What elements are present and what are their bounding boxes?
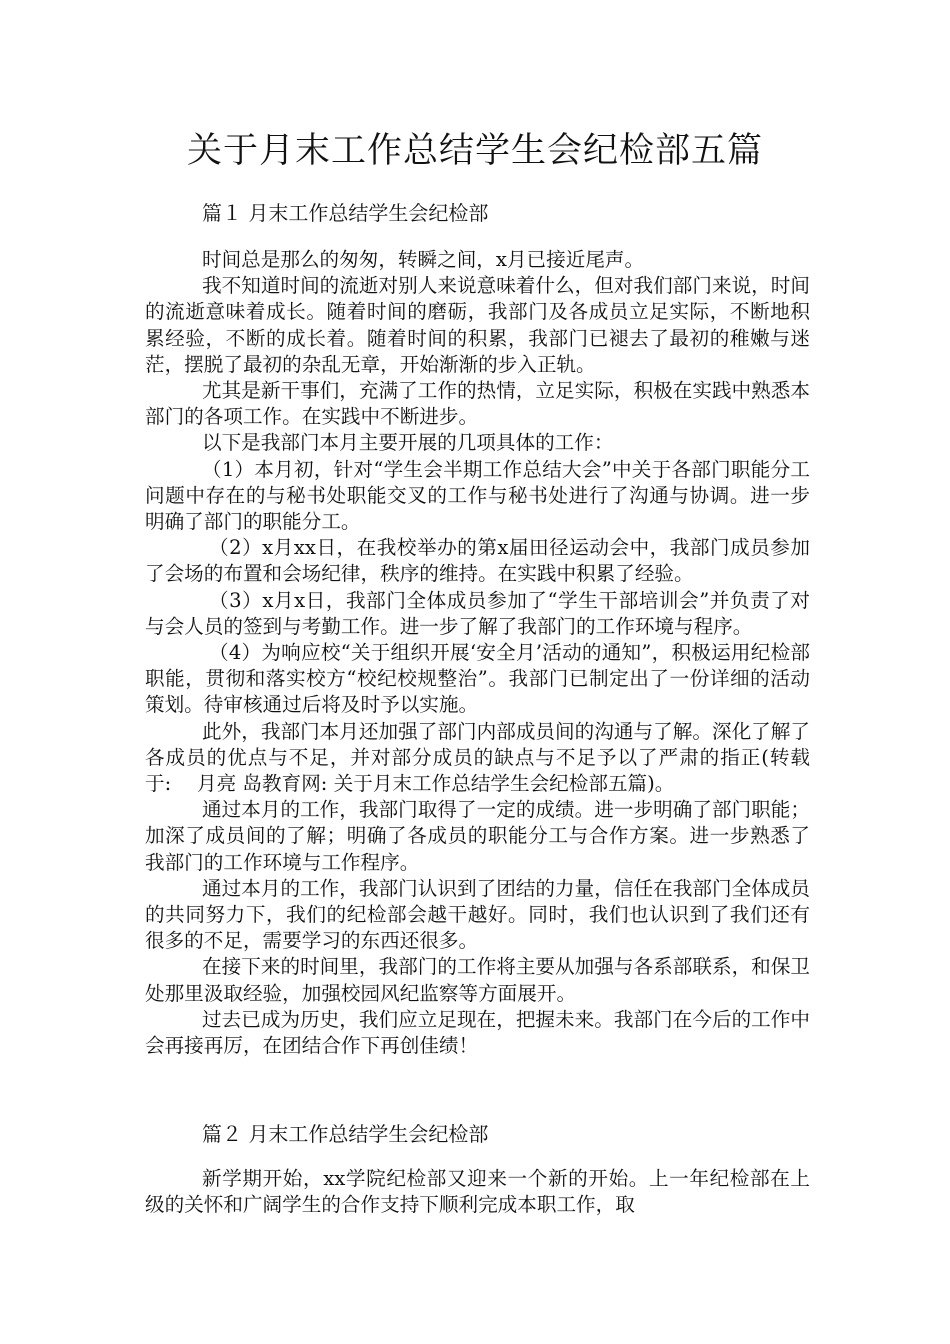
paragraph: 以下是我部门本月主要开展的几项具体的工作： [202, 431, 614, 455]
paragraph: 时间总是那么的匆匆，转瞬之间，x月已接近尾声。 [202, 248, 645, 271]
paragraph: （3）x月x日，我部门全体成员参加了“学生干部培训会”并负责了对与会人员的签到与考勤工作。进一步了解了我部门的工作环境与程序。 [145, 588, 810, 638]
section-2-body [145, 1166, 810, 1218]
paragraph: 通过本月的工作，我部门取得了一定的成绩。进一步明确了部门职能；加深了成员间的了解；明确了各成员的职能分工与合作方案。进一步熟悉了我部门的工作环境与工作程序。 [145, 798, 810, 874]
section-heading-2: 篇２ 月末工作总结学生会纪检部 [202, 1122, 489, 1146]
paragraph: 通过本月的工作，我部门认识到了团结的力量，信任在我部门全体成员的共同努力下，我们的纪检部会越干越好。同时，我们也认识到了我们还有很多的不足，需要学习的东西还很多。 [145, 876, 810, 953]
section-1-body [145, 247, 810, 1059]
paragraph: 我不知道时间的流逝对别人来说意味着什么，但对我们部门来说，时间的流逝意味着成长。随着时间的磨砺，我部门及各成员立足实际，不断地积累经验，不断的成长着。随着时间的积累，我部门已褪去了最初的稚嫩与迷茫，摆脱了最初的杂乱无章，开始渐渐的步入正轨。 [145, 274, 810, 376]
document-title: 关于月末工作总结学生会纪检部五篇 [186, 131, 763, 171]
section-heading-1: 篇１ 月末工作总结学生会纪检部 [202, 201, 489, 225]
paragraph: 过去已成为历史，我们应立足现在，把握未来。我部门在今后的工作中会再接再厉，在团结合作下再创佳绩！ [145, 1007, 810, 1058]
paragraph: （2）x月xx日，在我校举办的第x届田径运动会中，我部门成员参加了会场的布置和会场纪律，秩序的维持。在实践中积累了经验。 [145, 536, 810, 586]
paragraph: （1）本月初，针对“学生会半期工作总结大会”中关于各部门职能分工问题中存在的与秘书处职能交叉的工作与秘书处进行了沟通与协调。进一步明确了部门的职能分工。 [145, 457, 810, 534]
paragraph: 新学期开始，xx学院纪检部又迎来一个新的开始。上一年纪检部在上级的关怀和广阔学生的合作支持下顺利完成本职工作，取 [145, 1167, 810, 1217]
paragraph: 此外，我部门本月还加强了部门内部成员间的沟通与了解。深化了解了各成员的优点与不足，并对部分成员的缺点与不足予以了严肃的指正(转载 于: 月亮 岛教育网: 关于月末工作总结学生会纪检部五篇)。 [145, 719, 810, 796]
paragraph: 尤其是新干事们，充满了工作的热情，立足实际，积极在实践中熟悉本部门的各项工作。在实践中不断进步。 [145, 379, 810, 429]
paragraph: （4）为响应校“关于组织开展‘安全月’活动的通知”，积极运用纪检部职能，贯彻和落实校方“校纪校规整治”。我部门已制定出了一份详细的活动策划。待审核通过后将及时予以实施。 [145, 641, 810, 717]
paragraph: 在接下来的时间里，我部门的工作将主要从加强与各系部联系，和保卫处那里汲取经验，加强校园风纪监察等方面展开。 [145, 955, 810, 1005]
